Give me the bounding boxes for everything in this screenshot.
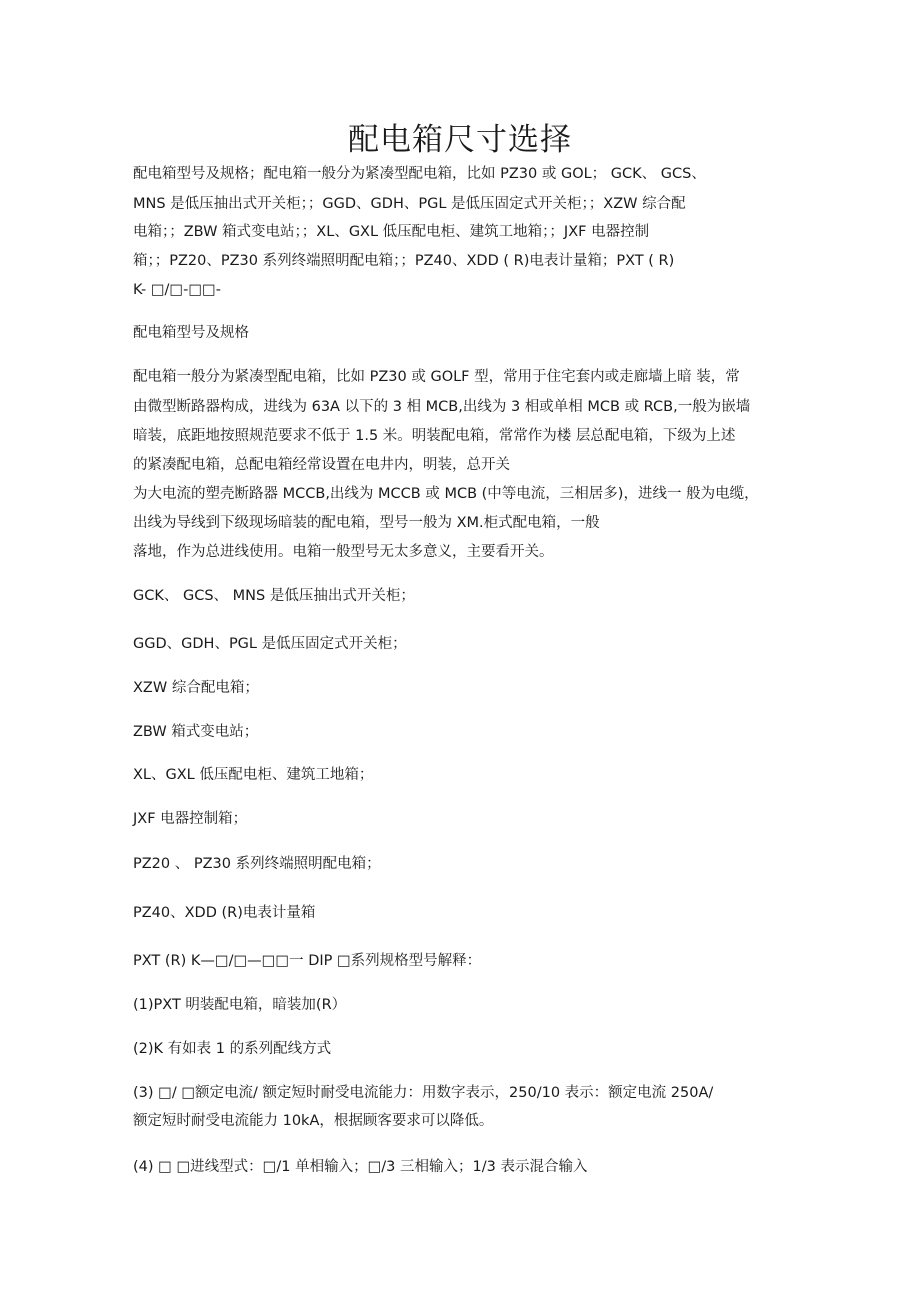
item-4-line: (4) □ □进线型式：□/1 单相输入；□/3 三相输入；1/3 表示混合输入	[133, 1159, 588, 1175]
intro-line: K- □/□-□□-	[133, 282, 221, 298]
list-item: XL、GXL 低压配电柜、建筑工地箱；	[133, 767, 374, 783]
body-line: 暗装，底距地按照规范要求不低于 1.5 米。明装配电箱，常常作为楼 层总配电箱，下级为上述	[133, 428, 736, 444]
item-3-line: 额定短时耐受电流能力 10kA，根据顾客要求可以降低。	[133, 1113, 494, 1129]
body-line: 为大电流的塑壳断路器 MCCB,出线为 MCCB 或 MCB (中等电流，三相居多)，进线一 般为电缆，	[133, 486, 759, 502]
list-item: PZ40、XDD (R)电表计量箱	[133, 905, 316, 921]
list-item: JXF 电器控制箱；	[133, 811, 248, 827]
document-title: 配电箱尺寸选择	[348, 122, 572, 158]
intro-line: 配电箱型号及规格；配电箱一般分为紧凑型配电箱，比如 PZ30 或 GOL； GCK、 GCS、	[133, 166, 706, 182]
list-item: GCK、 GCS、 MNS 是低压抽出式开关柜；	[133, 588, 415, 604]
body-line: 的紧凑配电箱，总配电箱经常设置在电井内，明装，总开关	[133, 457, 510, 473]
intro-line: MNS 是低压抽出式开关柜；；GGD、GDH、PGL 是低压固定式开关柜；；XZW 综合配	[133, 196, 686, 212]
body-line: 配电箱一般分为紧凑型配电箱，比如 PZ30 或 GOLF 型，常用于住宅套内或走廊墙上暗 装，常	[133, 369, 740, 385]
body-line: 出线为导线到下级现场暗装的配电箱，型号一般为 XM.柜式配电箱，一般	[133, 515, 600, 531]
list-item: (1)PXT 明装配电箱，暗装加(R）	[133, 997, 347, 1013]
section-heading: 配电箱型号及规格	[133, 325, 249, 341]
list-item: PXT (R) K—□/□—□□一 DIP □系列规格型号解释：	[133, 953, 482, 969]
list-item: GGD、GDH、PGL 是低压固定式开关柜；	[133, 636, 407, 652]
item-3-line: (3) □/ □额定电流/ 额定短时耐受电流能力：用数字表示，250/10 表示：额定电流 250A/	[133, 1085, 714, 1101]
list-item: ZBW 箱式变电站；	[133, 724, 259, 740]
list-item: PZ20 、 PZ30 系列终端照明配电箱；	[133, 856, 381, 872]
body-line: 由微型断路器构成，进线为 63A 以下的 3 相 MCB,出线为 3 相或单相 MCB 或 RCB,一般为嵌墙	[133, 399, 751, 415]
intro-line: 箱；；PZ20、PZ30 系列终端照明配电箱；；PZ40、XDD ( R)电表计量箱；PXT ( R)	[133, 253, 675, 269]
list-item: XZW 综合配电箱；	[133, 680, 259, 696]
body-line: 落地，作为总进线使用。电箱一般型号无太多意义，主要看开关。	[133, 544, 554, 560]
list-item: (2)K 有如表 1 的系列配线方式	[133, 1041, 332, 1057]
intro-line: 电箱；；ZBW 箱式变电站；；XL、GXL 低压配电柜、建筑工地箱；；JXF 电器控制	[133, 224, 650, 240]
